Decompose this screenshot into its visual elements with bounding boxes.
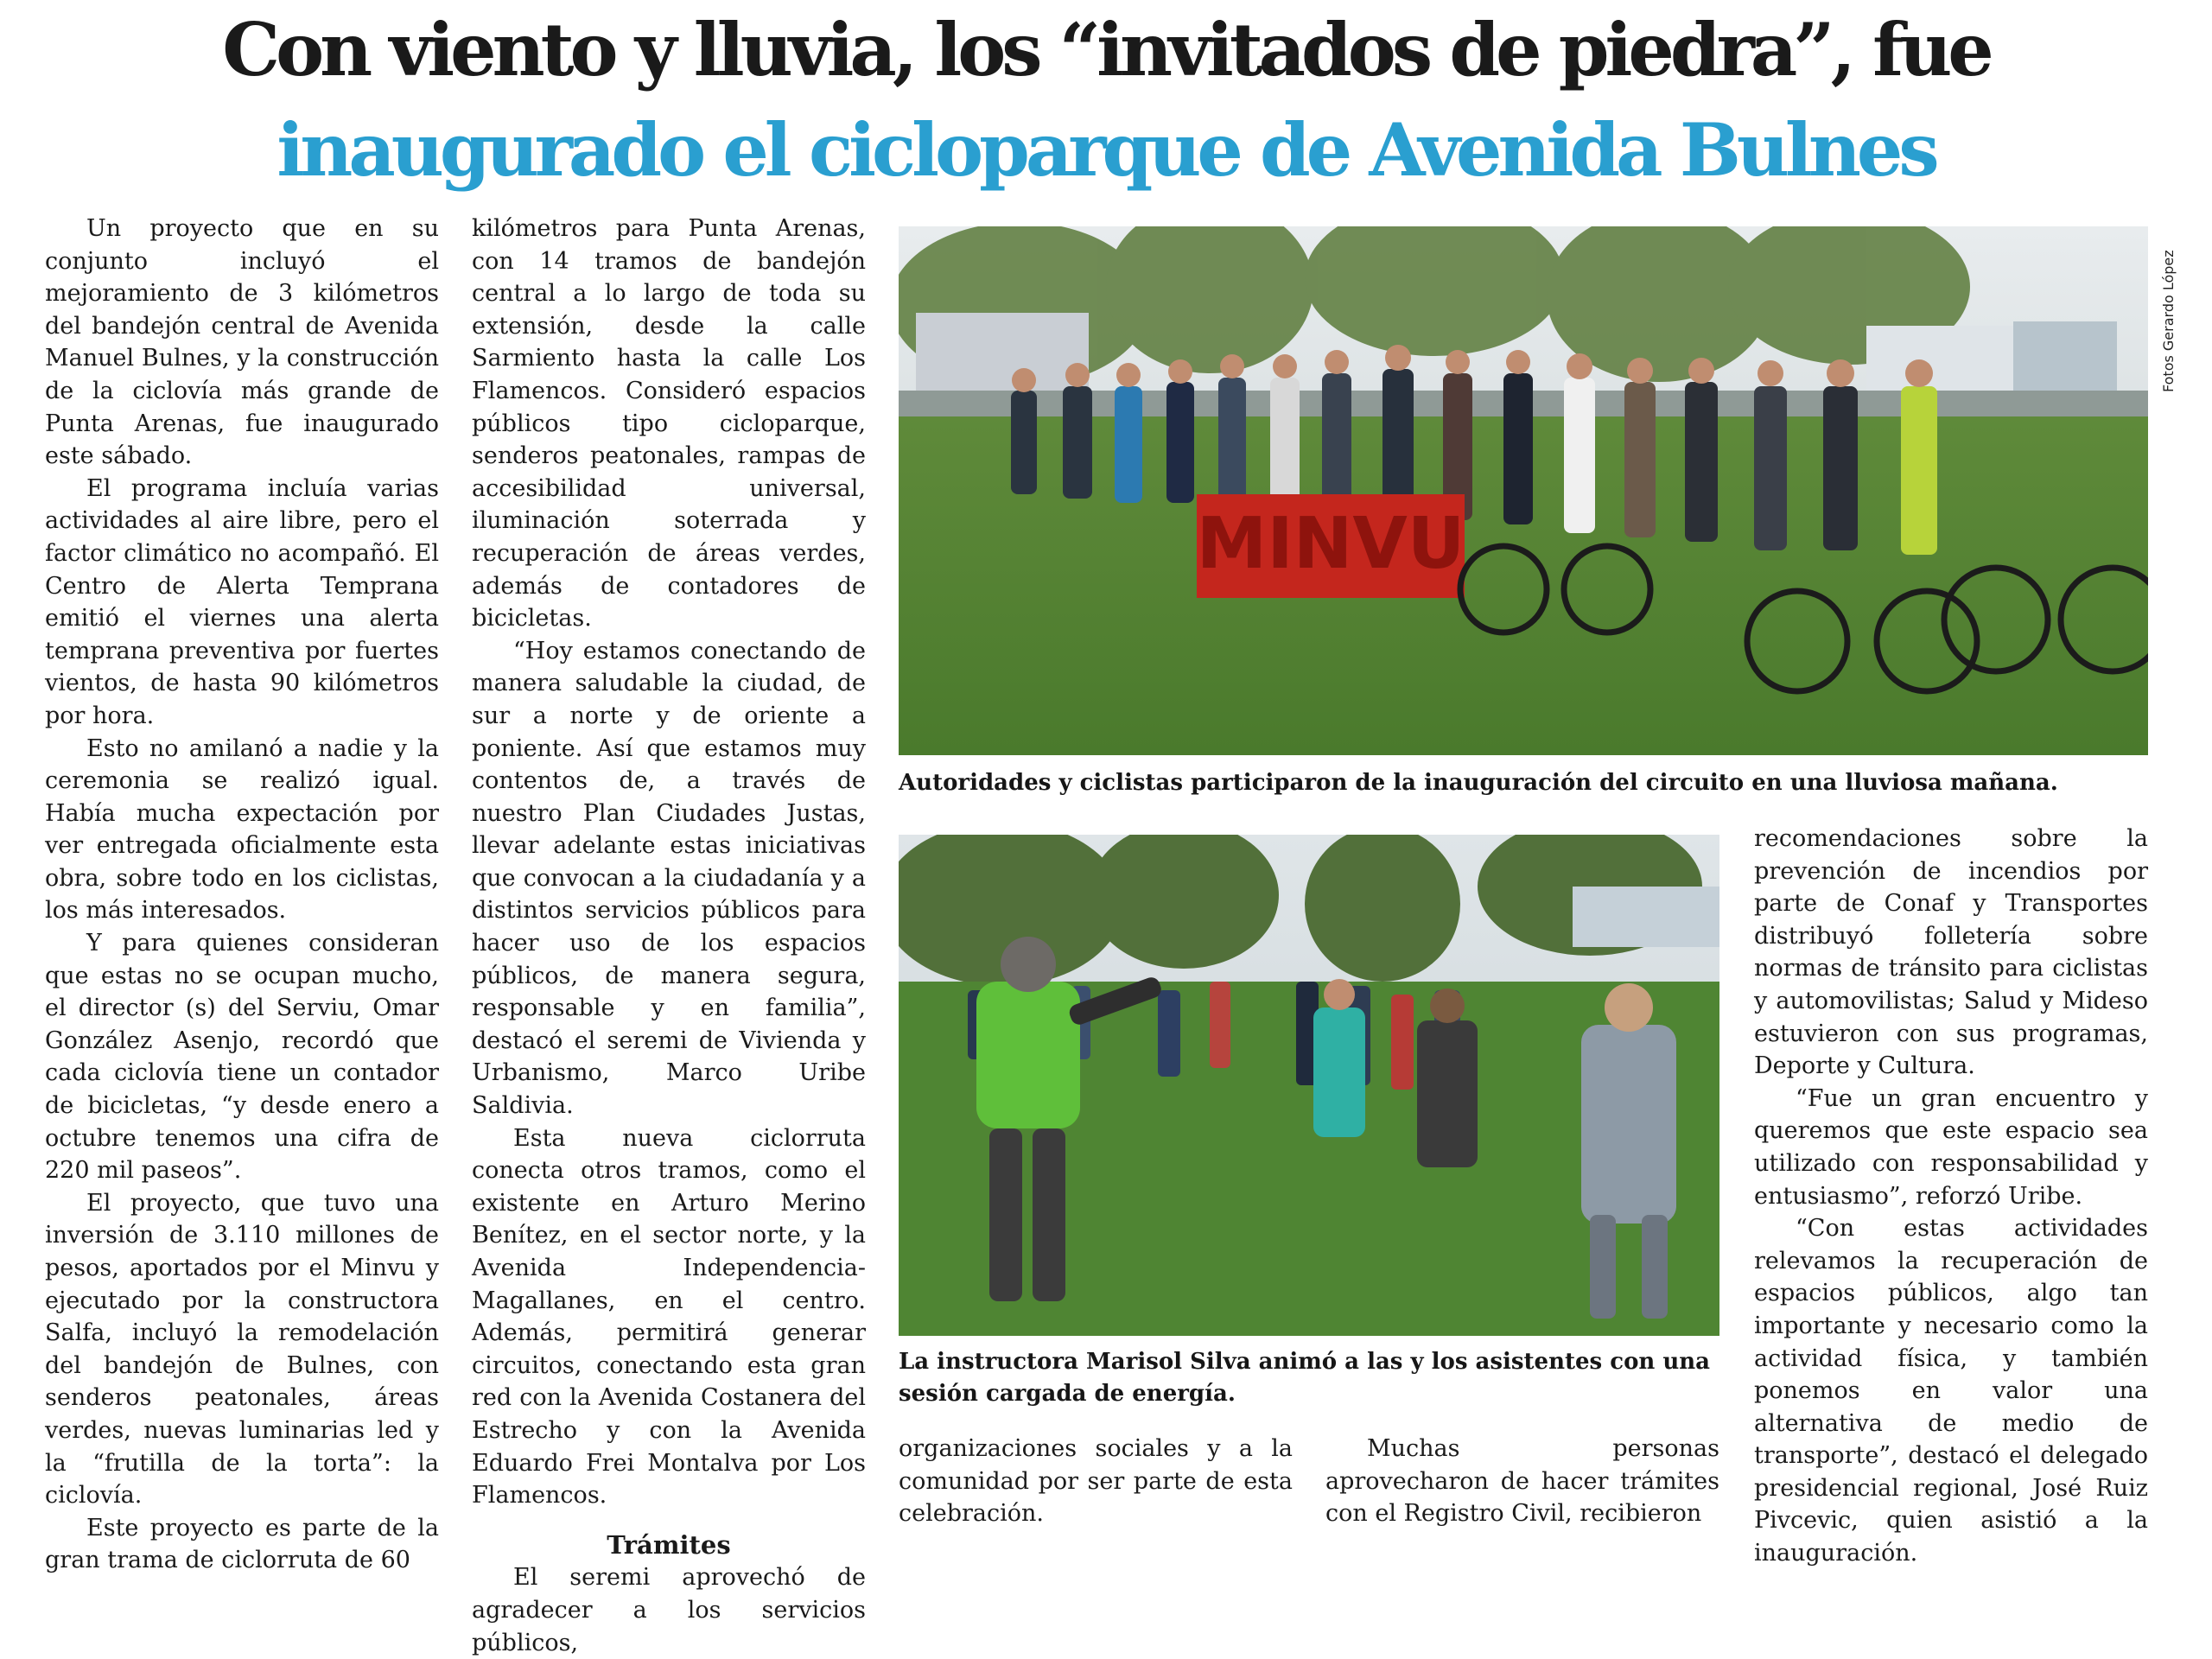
caption-photo-1: Autoridades y ciclistas participaron de la inauguración del circuito en una lluviosa mañana. — [899, 770, 2058, 796]
subheading-tramites: Trámites — [607, 1529, 731, 1560]
paragraph: “Fue un gran encuentro y queremos que este espacio sea utilizado con responsabilidad y entusiasmo”, reforzó Uribe. — [1754, 1084, 2148, 1210]
photo-exercise-session — [899, 835, 1719, 1336]
article-column-3 — [899, 1433, 1293, 1530]
paragraph: “Con estas actividades relevamos la recuperación de espacios públicos, algo tan importante y necesario como la actividad física, y también ponemos en valor una alternativa de medio de transporte”, destacó el delegado presidencial regional, José Ruiz Pivcevic, quien asistió a la inauguración. — [1754, 1215, 2148, 1567]
paragraph: recomendaciones sobre la prevención de incendios por parte de Conaf y Transportes distribuyó folletería sobre normas de tránsito para ciclistas y automovilistas; Salud y Mideso estuvieron con sus programas, Deporte y Cultura. — [1754, 825, 2148, 1080]
paragraph: Un proyecto que en su conjunto incluyó el mejoramiento de 3 kilómetros del bandejón central de Avenida Manuel Bulnes, y la construcción de la ciclovía más grande de Punta Arenas, fue inaugurado este sábado. — [45, 215, 439, 470]
paragraph: El programa incluía varias actividades al aire libre, pero el factor climático no acompañó. El Centro de Alerta Temprana emitió el viernes una alerta temprana preventiva por fuertes vientos, de hasta 90 kilómetros por hora. — [45, 474, 439, 729]
article-column-2 — [472, 213, 866, 1659]
caption-photo-2: La instructora Marisol Silva animó a las y los asistentes con una sesión cargada de energía. — [899, 1349, 1711, 1407]
photo-credit: Fotos Gerardo López — [2160, 250, 2177, 393]
photo-cyclists-inauguration — [899, 226, 2148, 755]
article-column-4 — [1754, 823, 2148, 1570]
paragraph: Esta nueva ciclorruta conecta otros tramos, como el existente en Arturo Merino Benítez, en el sector norte, y la Avenida Independencia-Magallanes, en el centro. Además, permitirá generar circuitos, conectando esta gran red con la Avenida Costanera del Estrecho y con la Avenida Eduardo Frei Montalva por Los Flamencos. — [472, 1124, 866, 1510]
paragraph: Y para quienes consideran que estas no se ocupan mucho, el director (s) del Serviu, Omar González Asenjo, recordó que cada ciclovía tiene un contador de bicicletas, “y desde enero a octubre tenemos una cifra de 220 mil paseos”. — [45, 930, 439, 1185]
article-column-3b — [1325, 1433, 1719, 1530]
paragraph: “Hoy estamos conectando de manera saludable la ciudad, de sur a norte y de oriente a poniente. Así que estamos muy contentos de, a través de nuestro Plan Ciudades Justas, llevar adelante estas iniciativas que convocan a la ciudadanía y a distintos servicios públicos para hacer uso de los espacios públicos, de manera segura, responsable y en familia”, destacó el seremi de Vivienda y Urbanismo, Marco Uribe Saldivia. — [472, 637, 866, 1120]
paragraph: organizaciones sociales y a la comunidad por ser parte de esta celebración. — [899, 1435, 1293, 1528]
paragraph: kilómetros para Punta Arenas, con 14 tramos de bandejón central a lo largo de toda su extensión, desde la calle Sarmiento hasta la calle Los Flamencos. Consideró espacios públicos tipo cicloparque, senderos peatonales, rampas de accesibilidad universal, iluminación soterrada y recuperación de áreas verdes, además de contadores de bicicletas. — [472, 215, 866, 632]
paragraph: Muchas personas aprovecharon de hacer trámites con el Registro Civil, recibieron — [1325, 1435, 1719, 1528]
headline-line-1: Con viento y lluvia, los “invitados de piedra”, fue — [222, 7, 1990, 92]
paragraph: Este proyecto es parte de la gran trama de ciclorruta de 60 — [45, 1514, 439, 1574]
paragraph: El proyecto, que tuvo una inversión de 3.110 millones de pesos, aportados por el Minvu y ejecutado por la constructora Salfa, incluyó la remodelación del bandejón de Bulnes, con senderos peatonales, áreas verdes, nuevas luminarias led y la “frutilla de la torta”: la ciclovía. — [45, 1189, 439, 1510]
paragraph: Esto no amilanó a nadie y la ceremonia se realizó igual. Había mucha expectación por ver entregada oficialmente esta obra, sobre todo en los ciclistas, los más interesados. — [45, 734, 439, 925]
article-column-1 — [45, 213, 439, 1577]
headline-line-2: inaugurado el cicloparque de Avenida Bulnes — [276, 107, 1936, 193]
paragraph: El seremi aprovechó de agradecer a los servicios públicos, — [472, 1564, 866, 1656]
minvu-letters: MINVU — [1196, 503, 1465, 585]
